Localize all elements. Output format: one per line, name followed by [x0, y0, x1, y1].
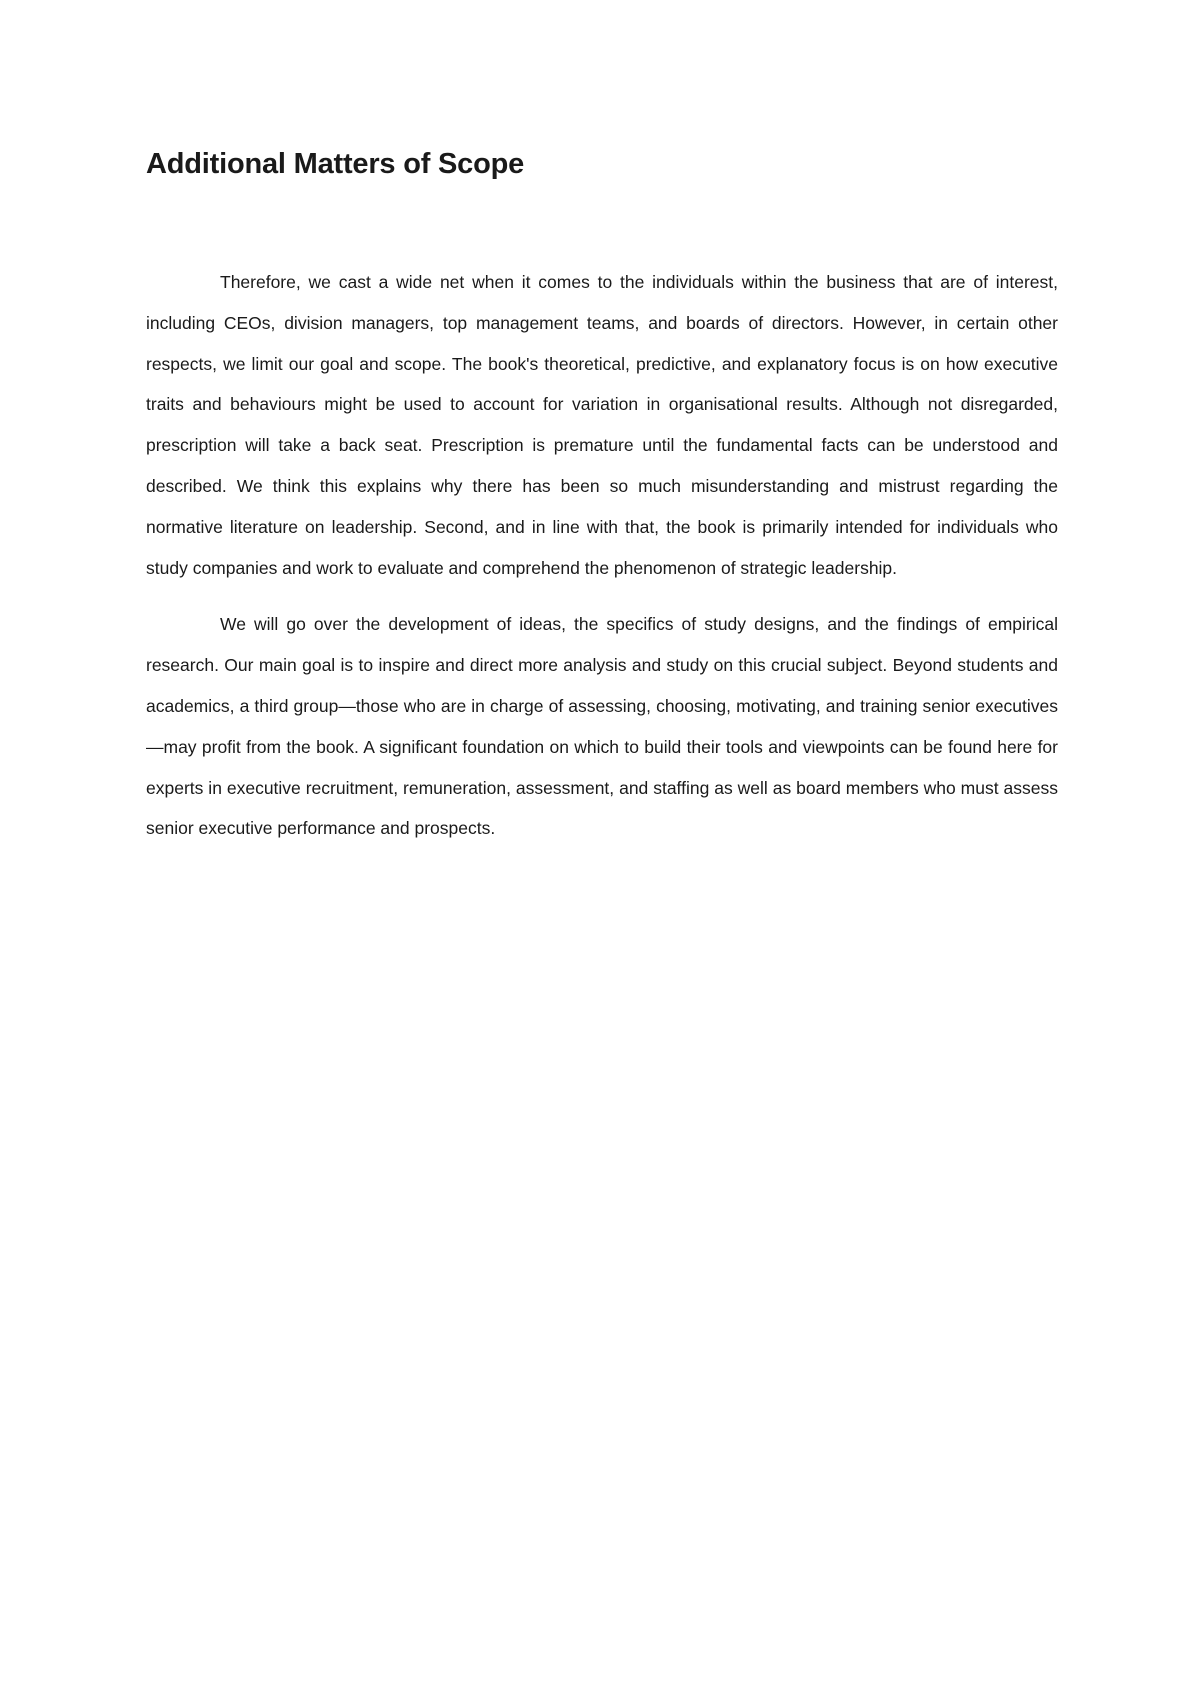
- document-title: Additional Matters of Scope: [146, 148, 525, 180]
- paragraph-2: We will go over the development of ideas, the specifics of study designs, and the findings of empirical research. Our main goal is to inspire and direct more analysis and study on this crucial subject. Beyond students and academics, a third group—those who are in charge of assessing, choosing, motivating, and training senior executives—may profit from the book. A significant foundation on which to build their tools and viewpoints can be found here for experts in executive recruitment, remuneration, assessment, and staffing as well as board members who must assess senior executive performance and prospects.: [146, 614, 1058, 839]
- paragraph-1: Therefore, we cast a wide net when it comes to the individuals within the business that are of interest, including CEOs, division managers, top management teams, and boards of directors. However, in certain other respects, we limit our goal and scope. The book's theoretical, predictive, and explanatory focus is on how executive traits and behaviours might be used to account for variation in organisational results. Although not disregarded, prescription will take a back seat. Prescription is premature until the fundamental facts can be understood and described. We think this explains why there has been so much misunderstanding and mistrust regarding the normative literature on leadership. Second, and in line with that, the book is primarily intended for individuals who study companies and work to evaluate and comprehend the phenomenon of strategic leadership.: [146, 272, 1058, 578]
- document-body: [146, 262, 1058, 865]
